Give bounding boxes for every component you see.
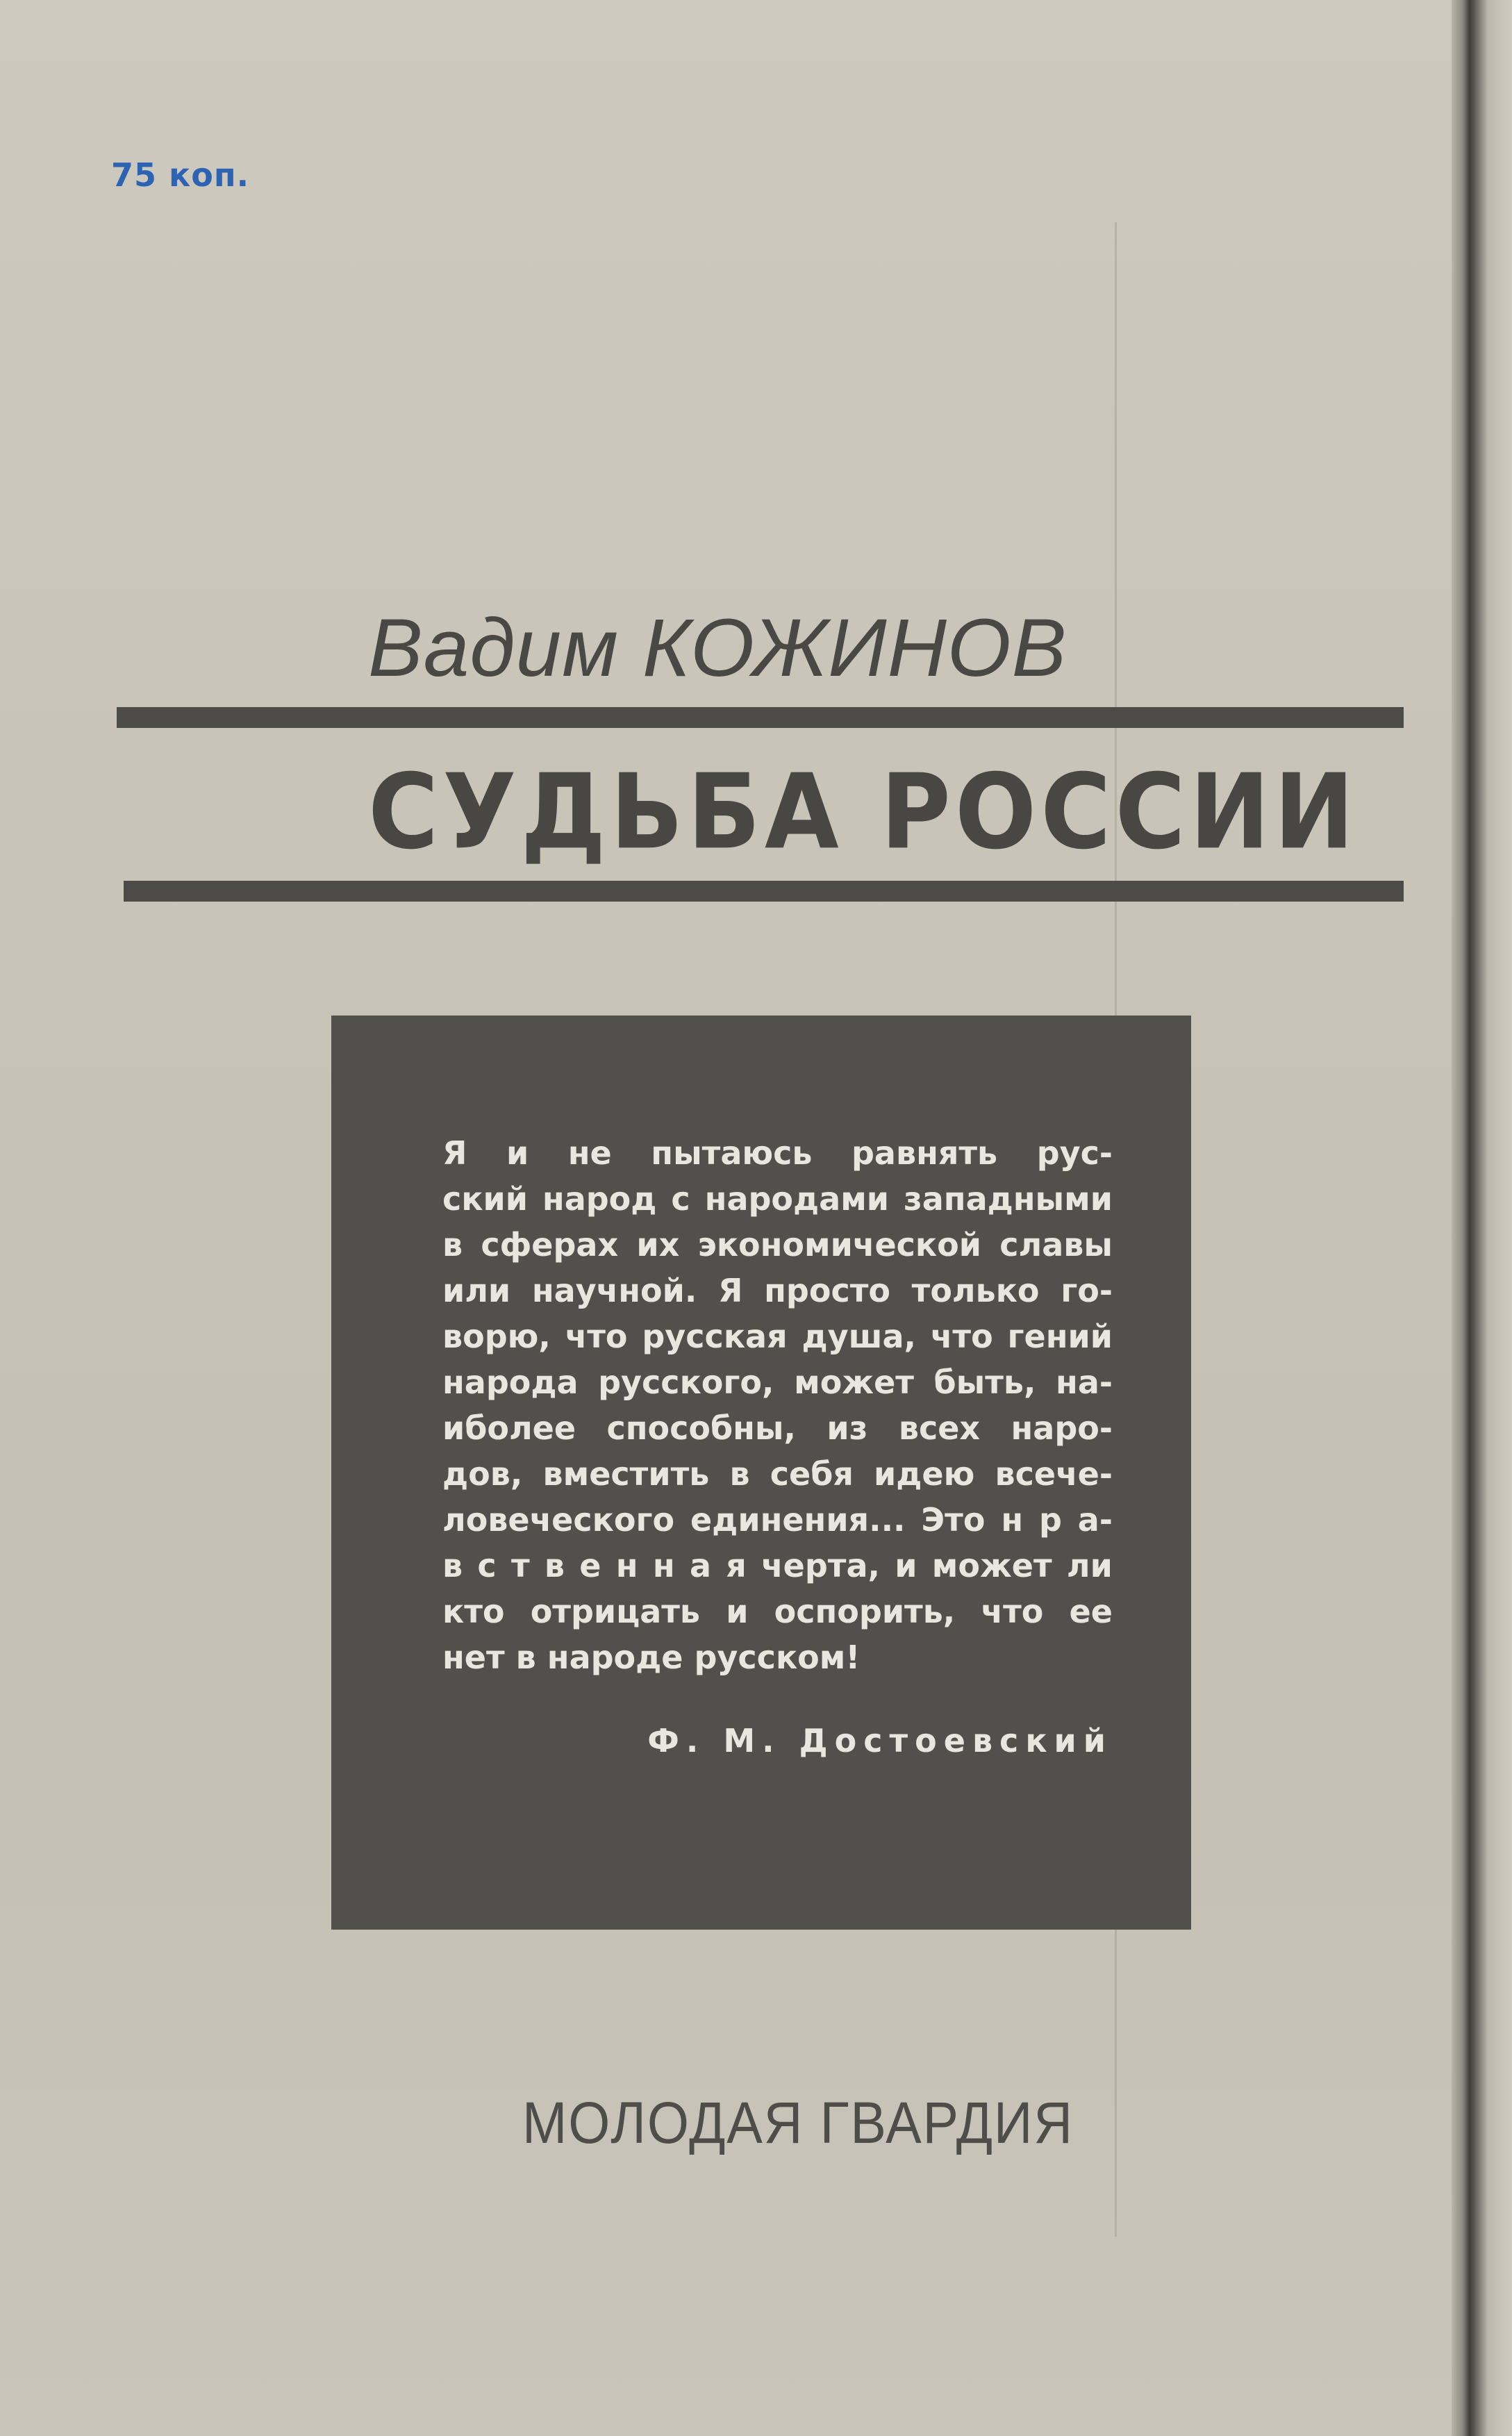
- publisher-name: МОЛОДАЯ ГВАРДИЯ: [522, 2090, 1074, 2155]
- quote-line: Я и не пытаюсь равнять рус-: [442, 1134, 1113, 1172]
- quote-line: ворю, что русская душа, что гений: [442, 1318, 1113, 1355]
- title-rule-bottom: [124, 881, 1404, 902]
- quote-line: ловеческого единения... Это н р а-: [442, 1501, 1113, 1539]
- title-rule-top: [117, 707, 1404, 728]
- quote-text: [442, 1130, 1113, 1680]
- quote-line: иболее способны, из всех наро-: [442, 1409, 1113, 1447]
- book-title: СУДЬБА РОССИИ: [368, 752, 1359, 872]
- quote-author: Ф. М. Достоевский: [647, 1722, 1113, 1759]
- quote-line: в с т в е н н а я черта, и может ли: [442, 1547, 1113, 1584]
- author-first-name: Вадим: [368, 602, 620, 694]
- quote-line: кто отрицать и оспорить, что ее: [442, 1593, 1113, 1630]
- price-label: 75 коп.: [111, 156, 250, 194]
- quote-line: дов, вместить в себя идею всече-: [442, 1455, 1113, 1493]
- author-name: [368, 601, 1067, 695]
- quote-line: нет в народе русском!: [442, 1639, 861, 1676]
- quote-line: или научной. Я просто только го-: [442, 1272, 1113, 1309]
- quote-line: народа русского, может быть, на-: [442, 1364, 1113, 1401]
- quote-line: ский народ с народами западными: [442, 1180, 1113, 1218]
- author-last-name: КОЖИНОВ: [642, 602, 1067, 694]
- quote-box: [331, 1016, 1191, 1930]
- quote-line: в сферах их экономической славы: [442, 1226, 1113, 1263]
- spine-edge: [1452, 0, 1512, 2436]
